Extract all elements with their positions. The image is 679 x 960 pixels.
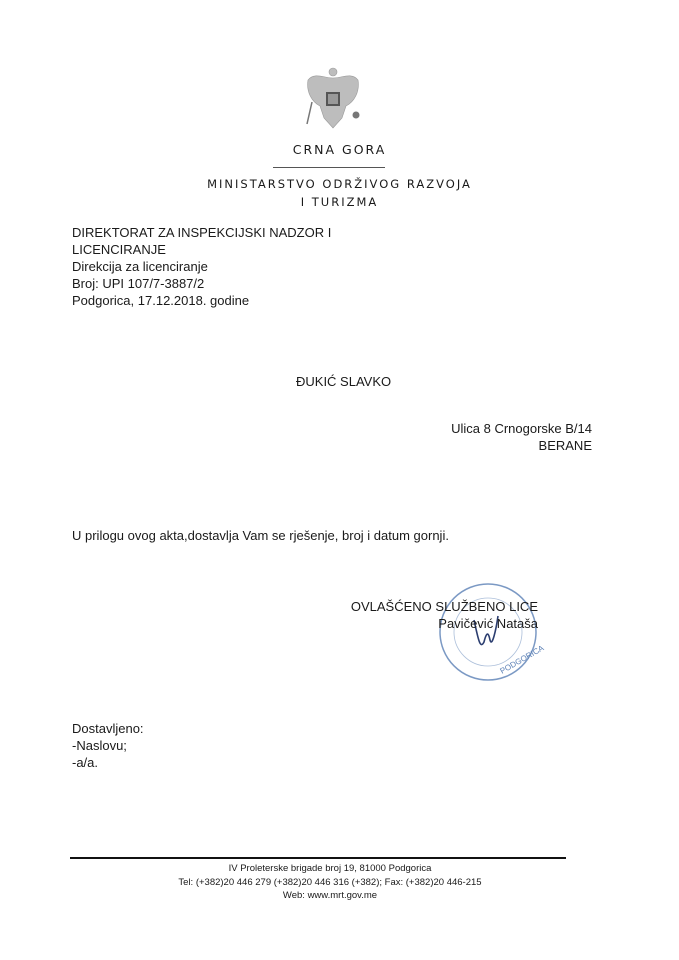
sender-block [72,224,331,309]
footer-divider [70,857,566,859]
body-text: U prilogu ovog akta,dostavlja Vam se rješenje, broj i datum gornji. [72,528,449,543]
delivered-item: -Naslovu; [72,738,127,753]
coat-of-arms-icon [302,66,364,136]
official-stamp-icon [436,580,546,684]
recipient-name: ĐUKIĆ SLAVKO [296,374,392,389]
recipient-address [451,420,592,454]
delivered-label: Dostavljeno: [72,721,144,736]
signatory-name: Pavičević Nataša [438,616,538,631]
sender-line: DIREKTORAT ZA INSPEKCIJSKI NADZOR I [72,225,332,240]
reference-number: Broj: UPI 107/7-3887/2 [72,276,205,291]
header-divider [273,167,385,168]
delivered-item: -a/a. [72,755,99,770]
date-line: Podgorica, 17.12.2018. godine [72,293,250,308]
recipient-street: Ulica 8 Crnogorske B/14 [451,421,592,436]
ministry-line-2: I TURIZMA [300,195,379,209]
signatory-title: OVLAŠĆENO SLUŽBENO LICE [350,599,538,614]
ministry-line-1: MINISTARSTVO ODRŽIVOG RAZVOJA [207,177,472,191]
recipient-city: BERANE [538,438,592,453]
country-name: CRNA GORA [292,142,387,157]
footer-web: Web: www.mrt.gov.me [282,890,378,901]
signature-block [351,598,538,632]
sender-line: Direkcija za licenciranje [72,259,208,274]
footer-address: IV Proleterske brigade broj 19, 81000 Podgorica [228,863,432,874]
sender-line: LICENCIRANJE [72,242,166,257]
stamp-text: PODGORICA [498,643,546,676]
footer-phone: Tel: (+382)20 446 279 (+382)20 446 316 (+382); Fax: (+382)20 446-215 [178,877,482,888]
delivered-block [72,720,144,771]
